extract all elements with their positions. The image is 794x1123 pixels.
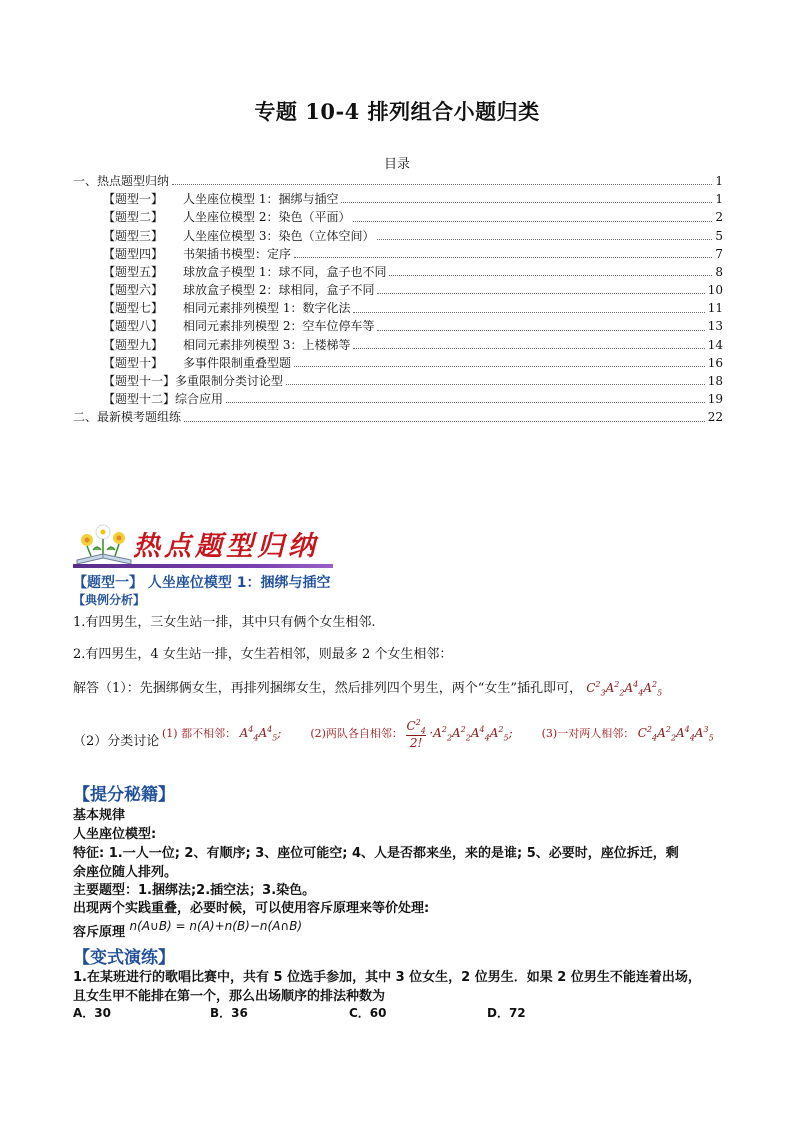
- toc-entry[interactable]: [73, 190, 723, 208]
- toc-page-number: 5: [715, 228, 723, 243]
- toc-leader-dots: [286, 384, 705, 385]
- page-title: 专题 10-4 排列组合小题归类: [254, 99, 540, 124]
- tips-line-3: 特征: 1.一人一位; 2、有顺序; 3、座位可能空; 4、人是否都来坐，来的是谁; 5、必要时，座位拆迁，剩: [73, 846, 679, 861]
- practice-q1-line-2: 且女生甲不能排在第一个，那么出场顺序的排法种数为: [73, 989, 386, 1004]
- toc-page-number: 10: [707, 283, 723, 298]
- toc-entry-text: 球放盒子模型 1：球不同，盒子也不同: [183, 264, 387, 279]
- toc-entry[interactable]: [73, 263, 723, 281]
- toc-leader-dots: [353, 348, 704, 349]
- question-2: 2.有四男生，4 女生站一排，女生若相邻，则最多 2 个女生相邻：: [73, 647, 453, 662]
- inclusion-exclusion-formula: n(A∪B) = n(A)+n(B)−n(A∩B): [129, 919, 303, 933]
- toc-leader-dots: [377, 239, 712, 240]
- toc-entry-tag: 【题型三】: [103, 228, 164, 243]
- toc-entry-tag: 【题型十二】: [103, 392, 176, 407]
- toc-page-number: 11: [707, 301, 723, 316]
- toc-entry-tag: 【题型八】: [103, 319, 164, 334]
- toc-entry[interactable]: [73, 281, 723, 299]
- case-2-formula: $\frac{C^2_4}{2!}$: [406, 718, 426, 751]
- toc-entry-text: 相同元素排列模型 1：数字化法: [183, 301, 351, 316]
- example-tag: 【典例分析】: [73, 593, 146, 607]
- case-2-formula-rest: $\cdot A^2_2A^2_2A^4_4A^2_5$;: [429, 725, 513, 743]
- answer-2-label: （2）分类讨论: [73, 734, 160, 749]
- toc-entry[interactable]: [73, 227, 723, 245]
- toc-entry-text: 多重限制分类讨论型: [175, 374, 284, 389]
- tips-line-4: 余座位随人排列。: [73, 865, 178, 880]
- table-of-contents: [73, 172, 723, 427]
- banner-title: 热点题型归纳: [133, 531, 319, 562]
- tips-line-7-label: 容斥原理: [73, 925, 126, 940]
- toc-entry[interactable]: [73, 208, 723, 226]
- toc-entry-tag: 【题型十一】: [103, 374, 176, 389]
- toc-entry-text: 球放盒子模型 2：球相同，盒子不同: [183, 283, 375, 298]
- case-2-label: (2)两队各自相邻：: [310, 727, 403, 741]
- answer-1: [73, 677, 662, 697]
- toc-entry[interactable]: [73, 372, 723, 390]
- toc-entry-text: 人坐座位模型 1：捆绑与插空: [183, 192, 339, 207]
- toc-entry[interactable]: [73, 408, 723, 426]
- choice-d[interactable]: D．72: [487, 1006, 526, 1020]
- toc-leader-dots: [353, 312, 704, 313]
- toc-entry[interactable]: [73, 390, 723, 408]
- toc-heading: 目录: [383, 157, 410, 172]
- toc-leader-dots: [389, 275, 712, 276]
- toc-entry-tag: 二、最新模考题组练: [73, 410, 182, 425]
- section-banner: [73, 520, 333, 570]
- case-3-formula: $C^2_4A^2_2A^4_4A^3_5$: [637, 725, 714, 743]
- case-list: [162, 718, 714, 750]
- toc-page-number: 1: [715, 173, 723, 188]
- toc-entry-text: 相同元素排列模型 3：上楼梯等: [183, 337, 351, 352]
- toc-page-number: 7: [715, 246, 723, 261]
- toc-entry-tag: 【题型一】: [103, 192, 164, 207]
- toc-entry[interactable]: [73, 299, 723, 317]
- toc-entry[interactable]: [73, 172, 723, 190]
- toc-entry-text: 人坐座位模型 3：染色（立体空间）: [183, 228, 375, 243]
- toc-entry-text: 综合应用: [175, 392, 224, 407]
- practice-heading: 【变式演练】: [73, 948, 175, 968]
- toc-entry-tag: 一、热点题型归纳: [73, 173, 170, 188]
- toc-page-number: 19: [707, 392, 723, 407]
- toc-entry[interactable]: [73, 318, 723, 336]
- section-title: 【题型一】 人坐座位模型 1：捆绑与插空: [73, 575, 331, 591]
- toc-entry-tag: 【题型四】: [103, 246, 164, 261]
- practice-q1-line-1: 1.在某班进行的歌唱比赛中，共有 5 位选手参加，其中 3 位女生，2 位男生．如果 2 位男生不能连着出场，: [73, 970, 701, 985]
- toc-page-number: 2: [715, 210, 723, 225]
- tips-line-6: 出现两个实践重叠，必要时候，可以使用容斥原理来等价处理:: [73, 901, 430, 916]
- case-1-formula: $A^4_4A^4_5$;: [239, 725, 282, 743]
- tips-line-2: 人坐座位模型:: [73, 827, 157, 842]
- choice-c[interactable]: C．60: [349, 1006, 387, 1020]
- banner-underline: [73, 564, 333, 568]
- toc-entry-text: 书架插书模型：定序: [183, 246, 292, 261]
- choice-b[interactable]: B．36: [210, 1006, 248, 1020]
- toc-page-number: 22: [707, 410, 723, 425]
- toc-leader-dots: [294, 366, 705, 367]
- toc-entry-text: 相同元素排列模型 2：空车位停车等: [183, 319, 375, 334]
- tips-line-7: [73, 921, 302, 940]
- toc-entry-tag: 【题型九】: [103, 337, 164, 352]
- toc-entry[interactable]: [73, 245, 723, 263]
- tips-heading: 【提分秘籍】: [73, 785, 175, 805]
- toc-page-number: 1: [715, 192, 723, 207]
- choice-a[interactable]: A．30: [73, 1006, 111, 1020]
- book-flower-icon: [73, 520, 135, 568]
- question-1: 1.有四男生，三女生站一排，其中只有俩个女生相邻.: [73, 615, 376, 630]
- toc-entry[interactable]: [73, 336, 723, 354]
- answer-1-formula: $C^2_3A^2_2A^4_4A^2_5$: [586, 680, 663, 698]
- toc-page-number: 16: [707, 355, 723, 370]
- toc-entry[interactable]: [73, 354, 723, 372]
- toc-leader-dots: [226, 402, 705, 403]
- toc-entry-tag: 【题型二】: [103, 210, 164, 225]
- toc-entry-text: 人坐座位模型 2：染色（平面）: [183, 210, 351, 225]
- toc-leader-dots: [377, 330, 704, 331]
- toc-entry-tag: 【题型十】: [103, 355, 164, 370]
- toc-leader-dots: [294, 257, 712, 258]
- toc-entry-tag: 【题型六】: [103, 283, 164, 298]
- toc-page-number: 14: [707, 337, 723, 352]
- toc-leader-dots: [341, 202, 712, 203]
- case-1-label: (1) 都不相邻：: [162, 727, 237, 741]
- toc-leader-dots: [184, 421, 705, 422]
- toc-page-number: 13: [707, 319, 723, 334]
- toc-entry-tag: 【题型五】: [103, 264, 164, 279]
- toc-leader-dots: [353, 221, 712, 222]
- answer-1-text: 解答（1）：先捆绑俩女生，再排列捆绑女生，然后排列四个男生，两个“女生”插孔即可，: [73, 681, 583, 696]
- toc-page-number: 8: [715, 264, 723, 279]
- tips-line-5: 主要题型：1.捆绑法;2.插空法；3.染色。: [73, 883, 316, 898]
- toc-entry-tag: 【题型七】: [103, 301, 164, 316]
- toc-entry-text: 多事件限制重叠型题: [183, 355, 292, 370]
- toc-leader-dots: [377, 293, 704, 294]
- case-3-label: (3)一对两人相邻：: [541, 727, 635, 741]
- toc-page-number: 18: [707, 374, 723, 389]
- tips-line-1: 基本规律: [73, 808, 126, 823]
- toc-leader-dots: [172, 184, 712, 185]
